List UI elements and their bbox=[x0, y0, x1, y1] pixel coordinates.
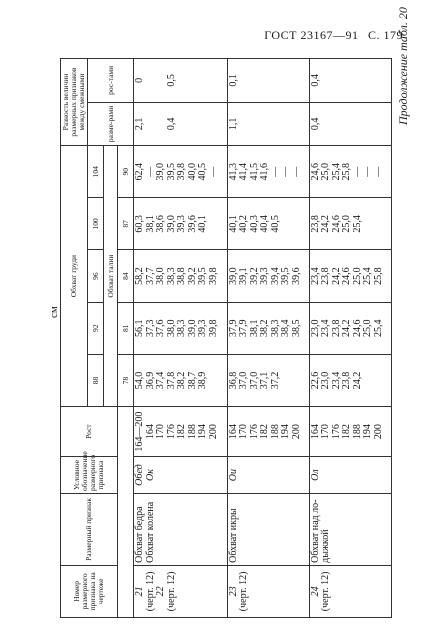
cell-value: 25,8 bbox=[341, 162, 353, 181]
cell-value: (черт. 12) bbox=[320, 571, 332, 612]
cell-value: 24,6 bbox=[341, 267, 353, 285]
cell-value: 39,8 bbox=[207, 267, 219, 285]
cell-value: 38,0 bbox=[155, 267, 166, 285]
cell-value: 25,4 bbox=[330, 162, 342, 181]
header-chest: 92 bbox=[88, 302, 104, 354]
cell-value: (черт. 12) bbox=[238, 571, 250, 612]
cell-value: 176 bbox=[330, 424, 342, 440]
header-waist: 90 bbox=[118, 146, 134, 198]
cell-value: 23,4 bbox=[320, 319, 332, 338]
header-waist-group: Обхват талии bbox=[104, 146, 118, 407]
cell-value: 36,8 bbox=[227, 371, 239, 390]
cell-value: 37,1 bbox=[259, 371, 271, 390]
value-cell bbox=[134, 302, 228, 354]
cell-value: 58,2 bbox=[134, 267, 145, 285]
cell-value: 40,2 bbox=[238, 215, 250, 233]
cell-value: 54,0 bbox=[134, 371, 145, 390]
cell-value: 194 bbox=[280, 424, 292, 440]
header-chest-group: Обхват груди bbox=[61, 146, 88, 407]
header-diff-heights: рос-тами bbox=[88, 59, 134, 103]
cell-value: 39,1 bbox=[238, 267, 250, 285]
header-symbol: Условное обозначение размерного признака bbox=[61, 457, 118, 494]
cell-value: — bbox=[280, 166, 292, 177]
height-cell bbox=[309, 407, 391, 457]
cell-value: Oк bbox=[144, 469, 156, 482]
feature-cell: Обхват над ло- дыжкой bbox=[309, 494, 391, 566]
cell-value: (черт. 12) bbox=[165, 571, 177, 612]
cell-value: 23,4 bbox=[309, 267, 321, 285]
cell-value: 39,0 bbox=[227, 267, 239, 285]
cell-value: 39,5 bbox=[197, 267, 208, 285]
cell-value: 188 bbox=[351, 424, 363, 440]
cell-value: 0,4 bbox=[309, 117, 321, 131]
cell-value: 39,8 bbox=[176, 162, 187, 181]
cell-value: 38,3 bbox=[269, 319, 281, 338]
rotated-table-wrapper bbox=[60, 58, 392, 618]
cell-value: 40,0 bbox=[186, 162, 198, 181]
cell-value: 25,8 bbox=[372, 267, 384, 285]
cell-value: 37,9 bbox=[238, 319, 250, 338]
cell-value: 23,0 bbox=[309, 319, 321, 338]
cell-value: — bbox=[269, 166, 281, 177]
cell-value: 176 bbox=[165, 424, 177, 440]
cell-value: 38,3 bbox=[165, 267, 177, 285]
cell-value: 188 bbox=[269, 424, 281, 440]
cell-value: 37,4 bbox=[155, 371, 166, 390]
diff-sizes-cell bbox=[134, 102, 228, 146]
cell-value: 182 bbox=[176, 424, 187, 440]
value-cell bbox=[227, 354, 309, 406]
cell-value: 22 bbox=[155, 586, 166, 597]
row-number-cell bbox=[227, 565, 309, 617]
cell-value: 40,1 bbox=[197, 215, 208, 233]
value-cell bbox=[227, 250, 309, 302]
diff-sizes-cell bbox=[309, 102, 391, 146]
cell-value: 39,6 bbox=[290, 267, 302, 285]
cell-value: 0,4 bbox=[309, 74, 321, 87]
header-spacer bbox=[118, 407, 134, 618]
value-cell bbox=[134, 354, 228, 406]
cell-value: 37,7 bbox=[144, 267, 156, 285]
cell-value: Oи bbox=[227, 468, 239, 482]
cell-value: 24,6 bbox=[309, 162, 321, 181]
cell-value: 38,2 bbox=[176, 371, 187, 390]
cell-value: 21 bbox=[134, 586, 145, 597]
cell-value: 39,0 bbox=[155, 162, 166, 181]
row-number-cell bbox=[309, 565, 391, 617]
cell-value: 194 bbox=[197, 424, 208, 440]
cell-value: 39,2 bbox=[186, 267, 198, 285]
cell-value: 188 bbox=[186, 424, 198, 440]
cell-value: 40,4 bbox=[259, 215, 271, 233]
cell-value: 200 bbox=[372, 424, 384, 440]
cell-value: 182 bbox=[259, 424, 271, 440]
cell-value: (черт. 12) bbox=[144, 571, 156, 612]
cell-value: 164 bbox=[309, 424, 321, 440]
header-diff-sizes: разме-рами bbox=[88, 102, 134, 146]
cell-value: 170 bbox=[238, 424, 250, 440]
cell-value: 39,4 bbox=[269, 267, 281, 285]
cell-value: 37,2 bbox=[269, 371, 281, 390]
cell-value: 41,3 bbox=[227, 162, 239, 181]
value-cell bbox=[309, 302, 391, 354]
cell-value: 23 bbox=[227, 586, 239, 597]
symbol-cell bbox=[309, 457, 391, 494]
cell-value: 37,6 bbox=[155, 319, 166, 338]
cell-value: 39,0 bbox=[186, 319, 198, 338]
cell-value: 39,2 bbox=[248, 267, 260, 285]
diff-heights-cell bbox=[134, 59, 228, 103]
cell-value: 40,5 bbox=[197, 162, 208, 181]
cell-value: 39,3 bbox=[197, 319, 208, 338]
height-cell bbox=[134, 407, 228, 457]
cell-value: 25,0 bbox=[362, 319, 374, 338]
cell-value: 39,6 bbox=[186, 215, 198, 233]
cell-value: — bbox=[351, 166, 363, 177]
page-header bbox=[258, 28, 403, 43]
cell-value: 164—200 bbox=[134, 411, 145, 452]
value-cell bbox=[227, 146, 309, 198]
header-waist: 84 bbox=[118, 250, 134, 302]
cell-value: 0,5 bbox=[165, 74, 177, 87]
header-feature: Размерный признак bbox=[61, 494, 118, 566]
cell-value: 38,9 bbox=[197, 371, 208, 390]
cell-value: 38,8 bbox=[176, 267, 187, 285]
cell-value: 41,4 bbox=[238, 162, 250, 181]
cell-value: 2,1 bbox=[134, 117, 145, 131]
cell-value: — bbox=[144, 166, 156, 177]
cell-value: 38,7 bbox=[186, 371, 198, 390]
cell-value: 38,3 bbox=[176, 319, 187, 338]
cell-value: 0 bbox=[134, 77, 145, 83]
cell-value: 200 bbox=[290, 424, 302, 440]
cell-value: 25,0 bbox=[320, 162, 332, 181]
cell-value: 170 bbox=[155, 424, 166, 440]
cell-value: 24,6 bbox=[330, 215, 342, 233]
cell-value: 1,1 bbox=[227, 117, 239, 131]
cell-value: 24,2 bbox=[351, 371, 363, 390]
height-cell bbox=[227, 407, 309, 457]
cell-value: 38,2 bbox=[259, 319, 271, 338]
cell-value: 39,3 bbox=[259, 267, 271, 285]
cell-value: 0,1 bbox=[227, 74, 239, 87]
header-chest: 100 bbox=[88, 198, 104, 250]
cell-value: 37,9 bbox=[227, 319, 239, 338]
cell-value: Oл bbox=[309, 469, 321, 481]
cell-value: 164 bbox=[227, 424, 239, 440]
header-chest: 104 bbox=[88, 146, 104, 198]
table-row bbox=[134, 59, 228, 618]
cell-value: 194 bbox=[362, 424, 374, 440]
cell-value: 37,8 bbox=[165, 371, 177, 390]
cell-value bbox=[156, 61, 167, 100]
value-cell bbox=[227, 198, 309, 250]
cell-value: 38,6 bbox=[155, 215, 166, 233]
cell-value: 39,0 bbox=[165, 215, 177, 233]
cell-value: 24,2 bbox=[330, 267, 342, 285]
value-cell bbox=[309, 250, 391, 302]
diff-heights-cell bbox=[309, 59, 391, 103]
measurements-table bbox=[60, 58, 392, 618]
value-cell bbox=[134, 250, 228, 302]
diff-sizes-cell bbox=[227, 102, 309, 146]
feature-cell: Обхват бедра Обхват колена bbox=[134, 494, 228, 566]
cell-value: 39,8 bbox=[207, 319, 219, 338]
header-waist: 87 bbox=[118, 198, 134, 250]
standard-number: ГОСТ 23167—91 bbox=[264, 28, 359, 42]
cell-value: 39,5 bbox=[280, 267, 292, 285]
cell-value: 56,1 bbox=[134, 319, 145, 338]
cell-value: 23,4 bbox=[330, 371, 342, 390]
cell-value: 62,4 bbox=[134, 162, 145, 181]
cell-value: 23,8 bbox=[341, 371, 353, 390]
cell-value: 40,3 bbox=[248, 215, 260, 233]
cell-value: 41,5 bbox=[248, 162, 260, 181]
page-number: С. 179 bbox=[367, 28, 403, 42]
cell-value: 41,6 bbox=[259, 162, 271, 181]
cell-value: 23,8 bbox=[330, 319, 342, 338]
table-row bbox=[309, 59, 391, 618]
unit-label: см bbox=[48, 306, 60, 318]
cell-value: 23,0 bbox=[320, 371, 332, 390]
cell-value: 38,4 bbox=[280, 319, 292, 338]
cell-value: 36,9 bbox=[144, 371, 156, 390]
cell-value: 24,2 bbox=[341, 319, 353, 338]
cell-value: 23,8 bbox=[309, 215, 321, 233]
header-chest: 96 bbox=[88, 250, 104, 302]
value-cell bbox=[309, 146, 391, 198]
cell-value: — bbox=[207, 166, 219, 177]
diff-heights-cell bbox=[227, 59, 309, 103]
row-number-cell bbox=[134, 565, 228, 617]
table-continuation-label: Продолжение табл. 20 bbox=[396, 7, 410, 125]
cell-value: 170 bbox=[320, 424, 332, 440]
value-cell bbox=[227, 302, 309, 354]
cell-value: 182 bbox=[341, 424, 353, 440]
symbol-cell bbox=[227, 457, 309, 494]
cell-value: — bbox=[372, 166, 384, 177]
table-row bbox=[227, 59, 309, 618]
feature-cell: Обхват икры bbox=[227, 494, 309, 566]
cell-value: 25,0 bbox=[341, 215, 353, 233]
value-cell bbox=[309, 198, 391, 250]
cell-value: 23,8 bbox=[320, 267, 332, 285]
cell-value: 0,4 bbox=[165, 117, 177, 131]
header-diff-group: Разность величин размерных признаков между смежными bbox=[61, 59, 88, 146]
cell-value bbox=[156, 105, 167, 144]
value-cell bbox=[134, 146, 228, 198]
cell-value: 22,6 bbox=[309, 371, 321, 390]
cell-value: 38,5 bbox=[290, 319, 302, 338]
cell-value: 60,3 bbox=[134, 215, 145, 233]
cell-value: 38,1 bbox=[144, 215, 156, 233]
value-cell bbox=[309, 354, 391, 406]
cell-value: 200 bbox=[207, 424, 219, 440]
header-number: Номер размерного признака на чертеже bbox=[61, 565, 118, 617]
cell-value: 24 bbox=[309, 586, 321, 597]
cell-value: 176 bbox=[248, 424, 260, 440]
cell-value: 25,0 bbox=[351, 267, 363, 285]
cell-value: 37,0 bbox=[248, 371, 260, 390]
cell-value: 39,3 bbox=[176, 215, 187, 233]
cell-value: 39,5 bbox=[165, 162, 177, 181]
cell-value: 40,5 bbox=[269, 215, 281, 233]
cell-value: 40,1 bbox=[227, 215, 239, 233]
value-cell bbox=[134, 198, 228, 250]
header-chest: 88 bbox=[88, 354, 104, 406]
header-waist: 81 bbox=[118, 302, 134, 354]
cell-value: Oбед bbox=[134, 464, 145, 486]
cell-value: — bbox=[362, 166, 374, 177]
cell-value: 37,0 bbox=[238, 371, 250, 390]
cell-value: 24,6 bbox=[351, 319, 363, 338]
cell-value: — bbox=[290, 166, 302, 177]
cell-value: 38,0 bbox=[165, 319, 177, 338]
cell-value: 25,4 bbox=[362, 267, 374, 285]
cell-value: 25,4 bbox=[351, 215, 363, 233]
cell-value: 164 bbox=[144, 424, 156, 440]
cell-value: 38,1 bbox=[248, 319, 260, 338]
header-waist: 78 bbox=[118, 354, 134, 406]
cell-value: 24,2 bbox=[320, 215, 332, 233]
header-height: Рост bbox=[61, 407, 118, 457]
symbol-cell bbox=[134, 457, 228, 494]
cell-value: 25,4 bbox=[372, 319, 384, 338]
cell-value: 37,3 bbox=[144, 319, 156, 338]
